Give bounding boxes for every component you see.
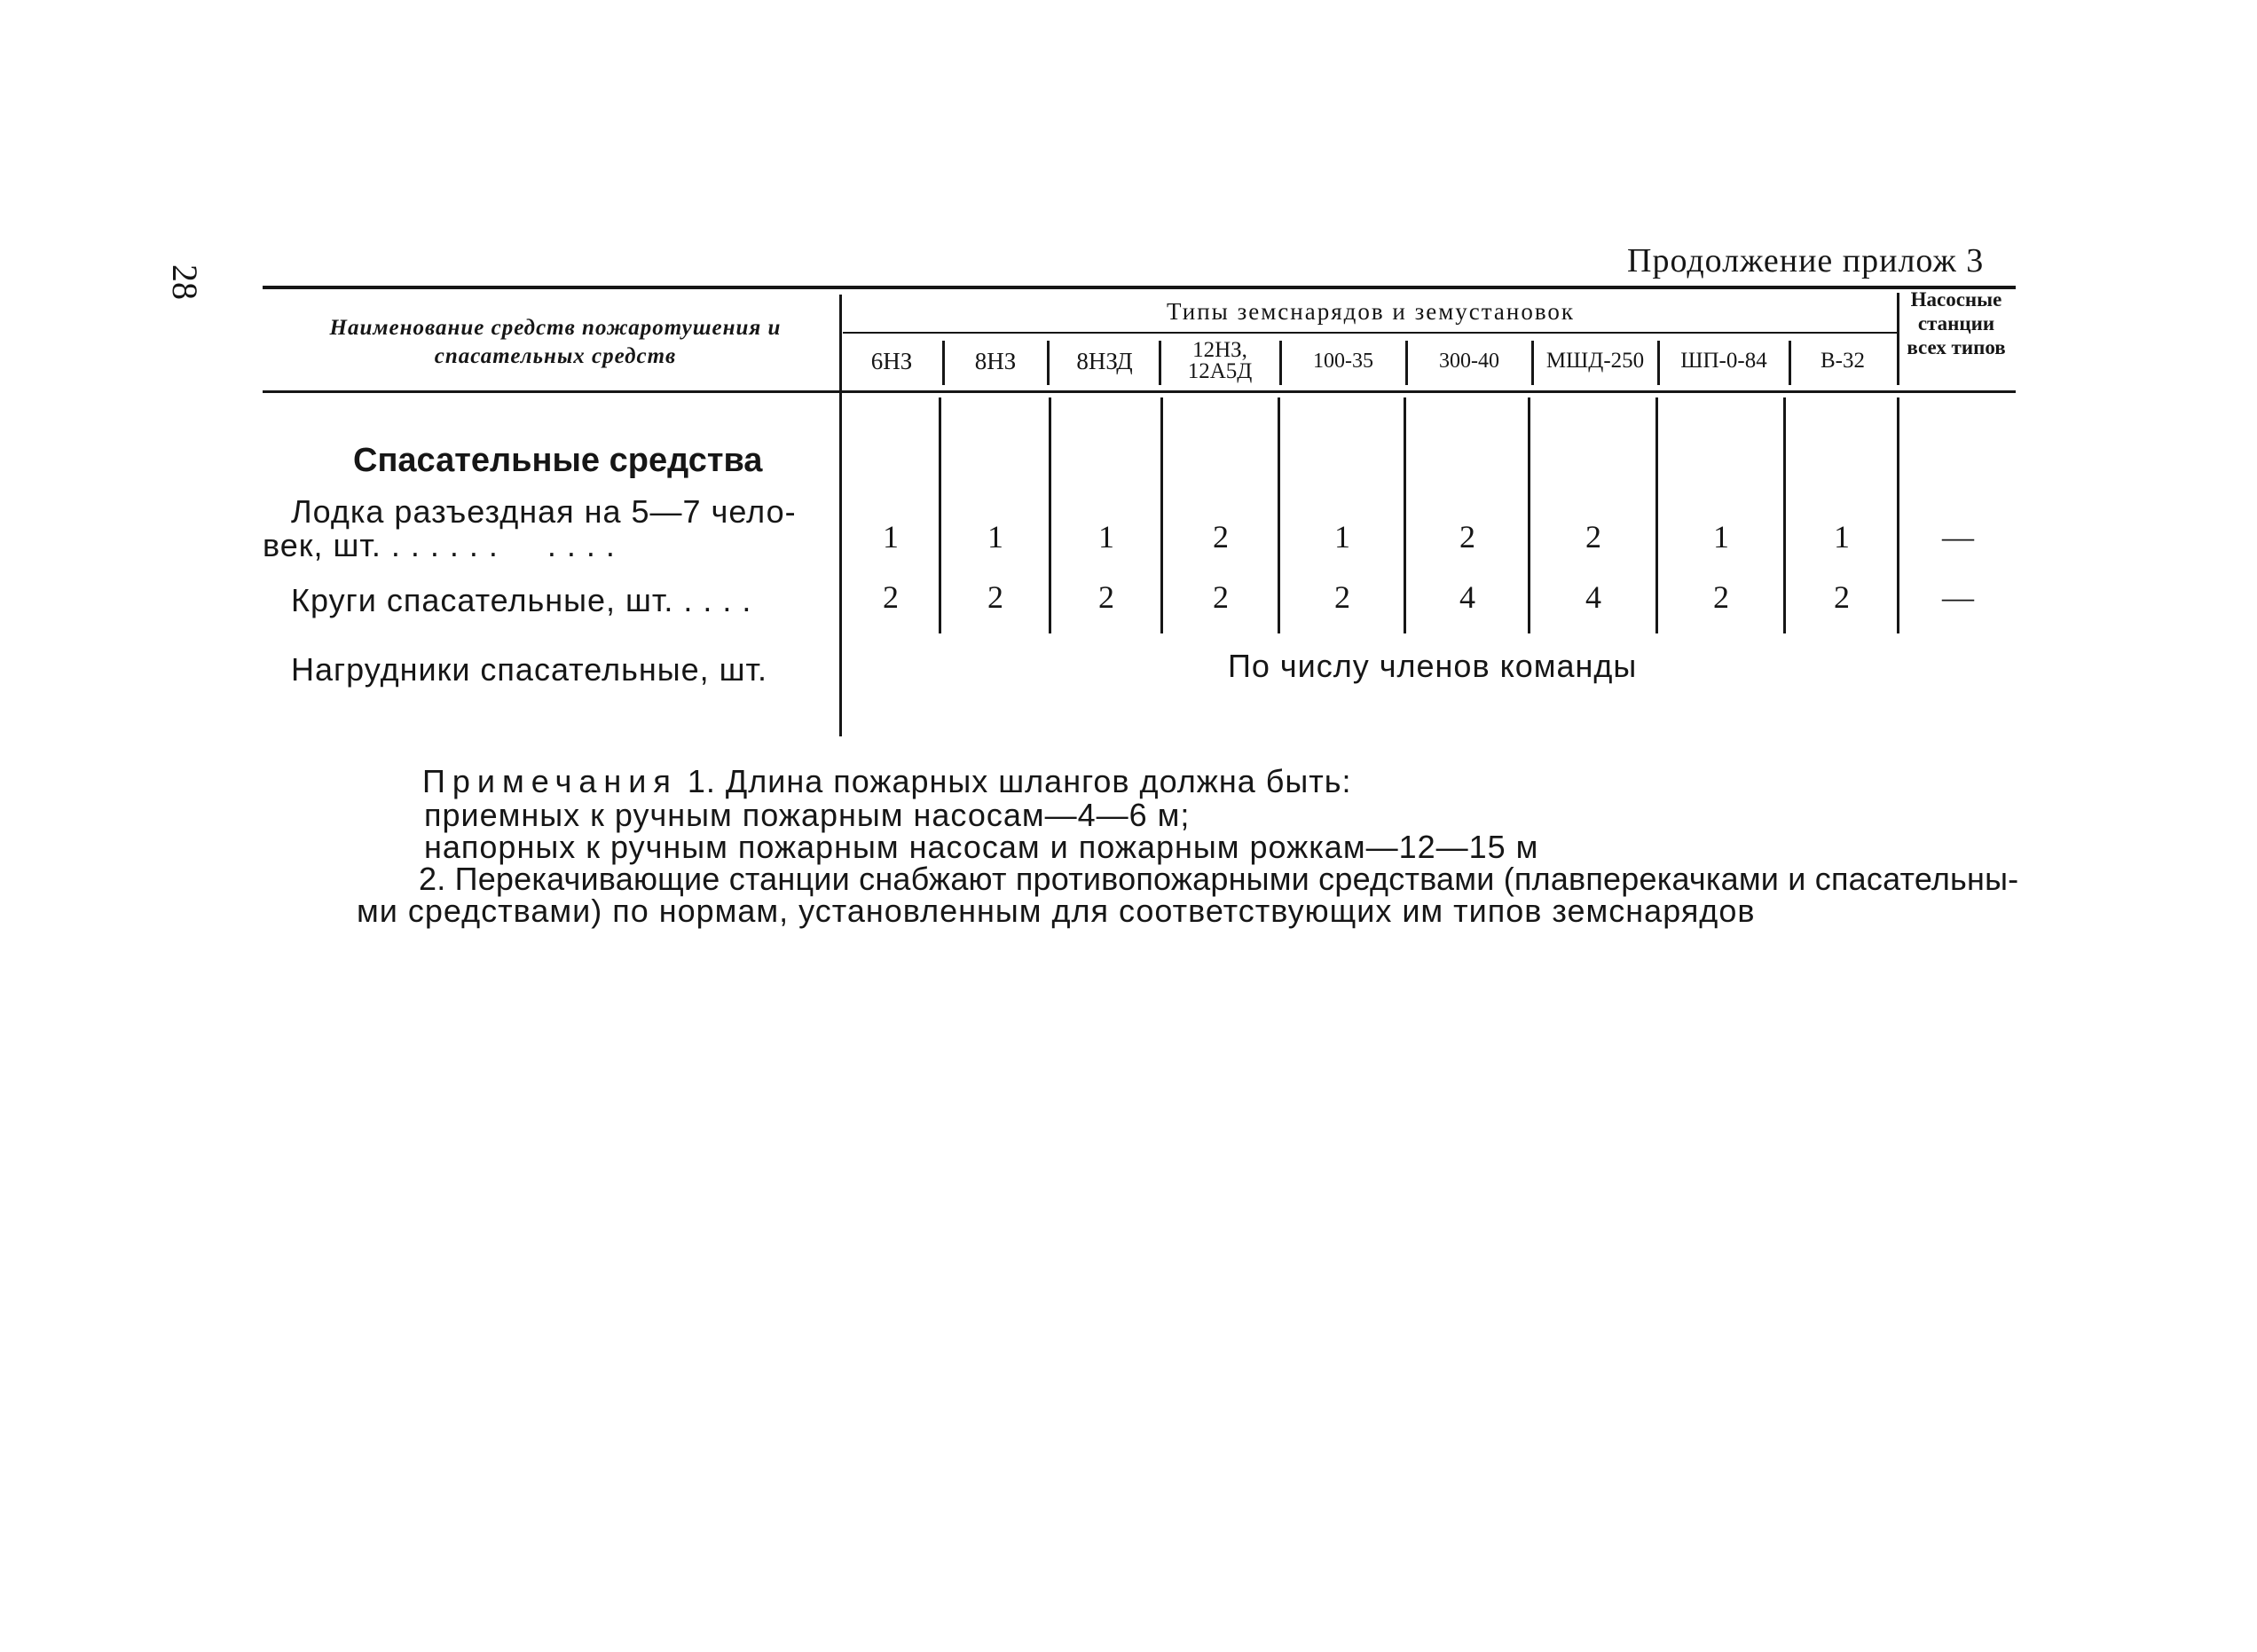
spanning-cell: По числу членов команды: [1228, 648, 1638, 684]
table-cell: 2: [1213, 579, 1229, 615]
table-cell-pump: —: [1942, 519, 1974, 555]
column-header: ШП-0-84: [1680, 349, 1767, 373]
table-cell-pump: —: [1942, 579, 1974, 615]
col-sep-body: [1655, 397, 1658, 633]
table-cell: 2: [883, 579, 899, 615]
column-header: 100-35: [1313, 350, 1373, 373]
col-sep-body: [939, 397, 941, 633]
table-cell: 2: [1713, 579, 1729, 615]
col-sep-body: [1278, 397, 1280, 633]
row-label: Нагрудники спасательные, шт.: [291, 651, 768, 688]
row-label: Круги спасательные, шт. . . . .: [291, 582, 752, 618]
continuation-title: Продолжение прилож 3: [1627, 242, 1985, 279]
col-sep-body: [1528, 397, 1530, 633]
column-header: 12НЗ, 12А5Д: [1187, 338, 1253, 383]
note-2-line1: 2. Перекачивающие станции снабжают противопожарными средствами (плавперекачками и спасательны-: [419, 861, 2019, 897]
col-sep-body: [1404, 397, 1406, 633]
table-cell: 1: [987, 519, 1003, 555]
table-cell: 1: [883, 519, 899, 555]
row-label: Лодка разъездная на 5—7 чело-: [291, 493, 797, 530]
table-cell: 1: [1713, 519, 1729, 555]
pump-column-divider-body: [1897, 397, 1899, 633]
header-types: Типы земснарядов и земустановок: [1166, 298, 1576, 325]
header-bottom-rule: [263, 390, 2016, 393]
table-cell: 2: [1585, 519, 1601, 555]
table-cell: 1: [1834, 519, 1850, 555]
row-label-continued: век, шт. . . . . . . . . . .: [263, 527, 616, 563]
column-header: 8НЗ: [974, 348, 1017, 374]
table-cell: 4: [1585, 579, 1601, 615]
notes-line-1: [422, 763, 1352, 800]
column-header: 8НЗД: [1076, 348, 1133, 374]
note-1a: приемных к ручным пожарным насосам—4—6 м;: [424, 797, 1191, 833]
notes-lead: Примечания: [422, 763, 678, 799]
table-cell: 2: [1459, 519, 1475, 555]
table-cell: 1: [1098, 519, 1114, 555]
note-1: 1. Длина пожарных шлангов должна быть:: [687, 763, 1352, 799]
column-header: 6НЗ: [870, 348, 913, 374]
table-cell: 2: [1834, 579, 1850, 615]
page-number: 28: [165, 264, 205, 300]
column-header: 300-40: [1439, 350, 1499, 373]
table-cell: 4: [1459, 579, 1475, 615]
col-sep-head: [1159, 341, 1161, 385]
col-sep-body: [1160, 397, 1163, 633]
note-1b: напорных к ручным пожарным насосам и пожарным рожкам—12—15 м: [424, 829, 1539, 865]
col-sep-head: [1047, 341, 1050, 385]
table-cell: 1: [1334, 519, 1350, 555]
table-cell: 2: [1213, 519, 1229, 555]
header-name-column: Наименование средств пожаротушения и спасательных средств: [329, 316, 782, 368]
header-pump-stations: Насосные станции всех типов: [1907, 288, 2006, 358]
table-cell: 2: [987, 579, 1003, 615]
column-header: В-32: [1821, 349, 1865, 373]
col-sep-body: [1783, 397, 1786, 633]
section-title: Спасательные средства: [353, 442, 763, 479]
note-2-line2: ми средствами) по нормам, установленным для соответствующих им типов земснарядов: [357, 893, 1756, 929]
col-sep-body: [1049, 397, 1051, 633]
table-cell: 2: [1098, 579, 1114, 615]
column-header: МШД-250: [1545, 349, 1645, 373]
types-header-rule: [843, 332, 1899, 334]
table-top-rule: [263, 286, 2016, 289]
table-cell: 2: [1334, 579, 1350, 615]
